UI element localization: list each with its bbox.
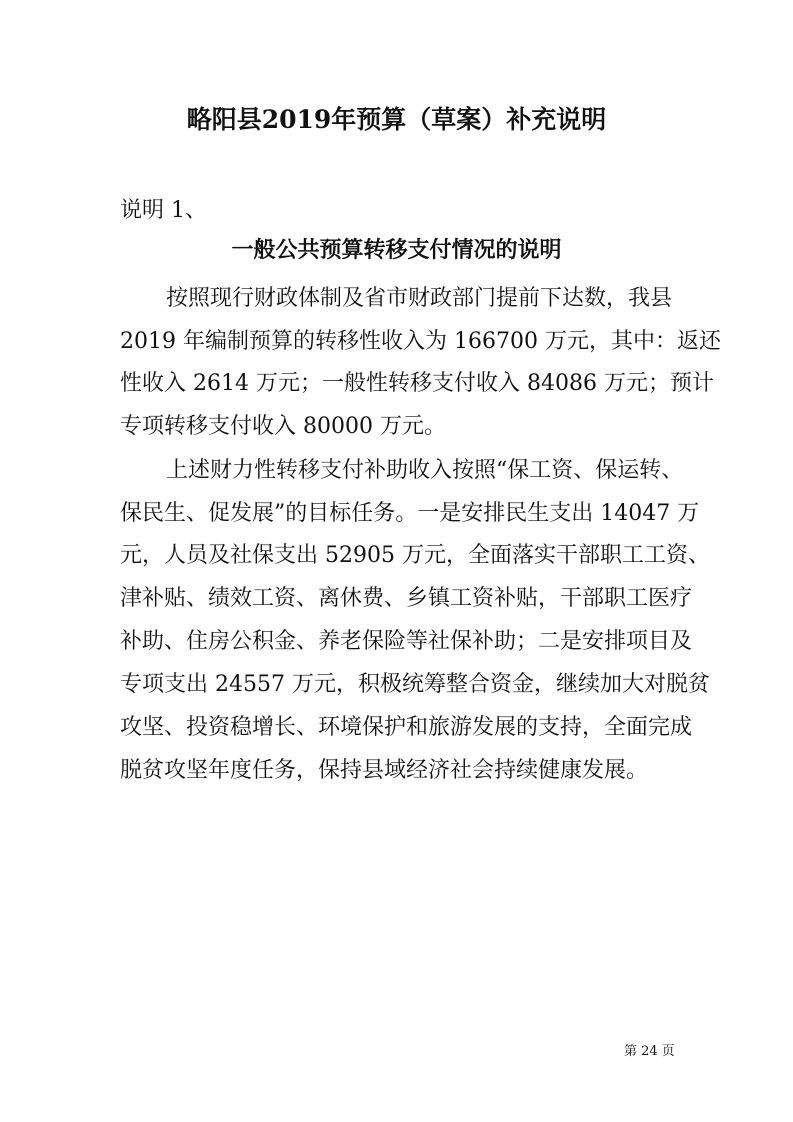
section-subtitle: 一般公共预算转移支付情况的说明 bbox=[231, 237, 562, 263]
page-number: 第 24 页 bbox=[624, 1044, 675, 1059]
paragraph-line: 津补贴、绩效工资、离休费、乡镇工资补贴，干部职工医疗 bbox=[120, 586, 693, 611]
paragraph-line: 专项支出 24557 万元，积极统筹整合资金，继续加大对脱贫 bbox=[120, 672, 710, 697]
paragraph-line: 攻坚、投资稳增长、环境保护和旅游发展的支持，全面完成 bbox=[120, 715, 693, 740]
paragraph-line: 2019 年编制预算的转移性收入为 166700 万元，其中：返还 bbox=[120, 329, 721, 354]
paragraph-line: 保民生、促发展”的目标任务。一是安排民生支出 14047 万 bbox=[120, 501, 700, 526]
section-label: 说明 1、 bbox=[120, 198, 207, 223]
paragraph-line: 补助、住房公积金、养老保险等社保补助；二是安排项目及 bbox=[120, 629, 693, 654]
paragraph-line: 脱贫攻坚年度任务，保持县域经济社会持续健康发展。 bbox=[120, 758, 649, 783]
paragraph-line: 性收入 2614 万元；一般性转移支付收入 84086 万元；预计 bbox=[120, 371, 714, 396]
paragraph-line: 上述财力性转移支付补助收入按照“保工资、保运转、 bbox=[144, 458, 684, 483]
paragraph-line: 元，人员及社保支出 52905 万元，全面落实干部职工工资、 bbox=[120, 543, 710, 568]
document-title: 略阳县2019年预算（草案）补充说明 bbox=[186, 105, 607, 134]
paragraph-line: 按照现行财政体制及省市财政部门提前下达数，我县 bbox=[144, 286, 673, 311]
paragraph-line: 专项转移支付收入 80000 万元。 bbox=[120, 414, 446, 439]
